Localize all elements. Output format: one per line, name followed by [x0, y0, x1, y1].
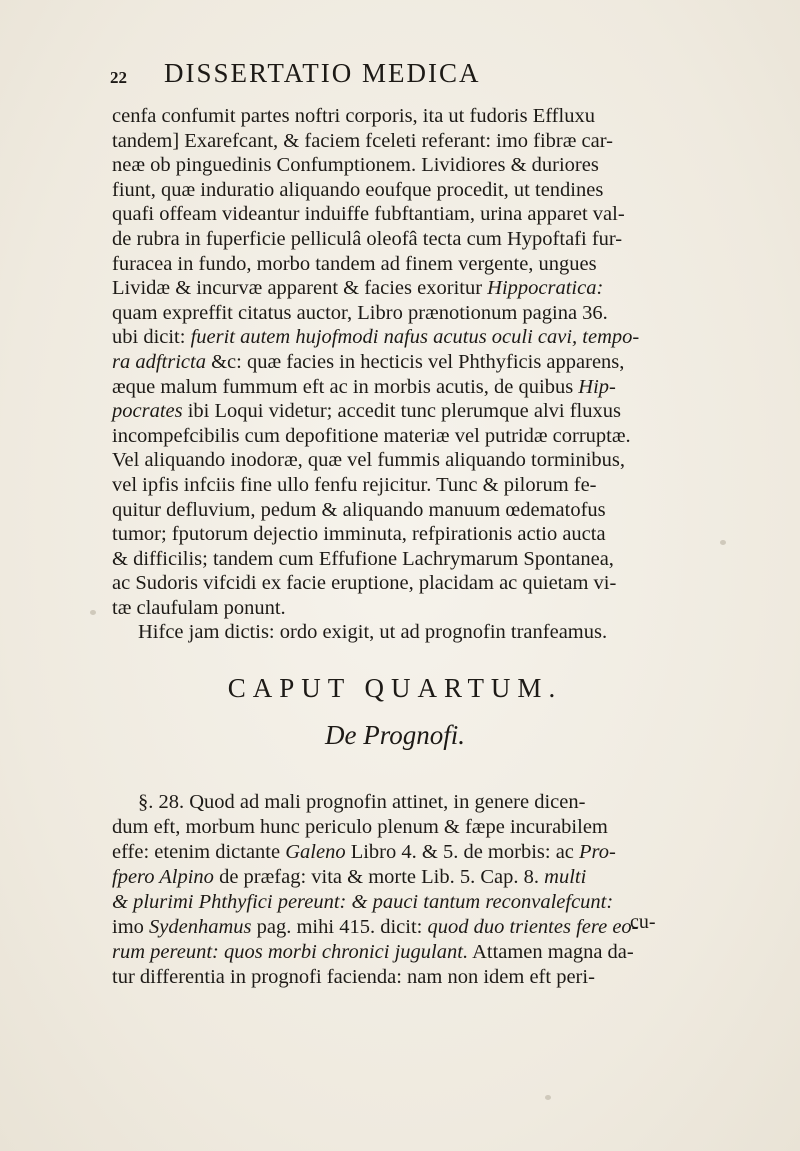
text-line: & plurimi Phthyfici pereunt: & pauci tantum reconvalefcunt:	[112, 891, 614, 913]
text-line: neæ ob pinguedinis Confumptionem. Lividiores & duriores	[112, 154, 599, 177]
italic-name: Galeno	[285, 841, 346, 863]
text-line	[112, 865, 678, 890]
text-line: vel ipfis infciis fine ullo fenfu rejicitur. Tunc & pilorum fe-	[112, 473, 597, 496]
text-segment: pag. mihi 415. dicit:	[251, 916, 428, 938]
italic-name-end: pocrates	[112, 400, 183, 423]
text-line: dum eft, morbum hunc periculo plenum & fæpe incurabilem	[112, 816, 608, 838]
text-line: quam expreffit citatus auctor, Libro prænotionum pagina 36.	[112, 301, 608, 324]
italic-name: Hip-	[578, 375, 616, 398]
text-segment: æque malum fummum eft ac in morbis acutis, de quibus	[112, 375, 579, 398]
text-segment: effe: etenim dictante	[112, 841, 286, 863]
catchword: cu-	[630, 911, 656, 933]
text-line	[112, 840, 678, 865]
italic-name: fpero Alpino	[112, 866, 214, 888]
text-line	[112, 399, 678, 424]
text-line: quafi offeam videantur induiffe fubftantiam, urina apparet val-	[112, 203, 625, 226]
paper-speck	[90, 610, 96, 615]
text-line	[112, 940, 678, 965]
italic-quotation: rum pereunt: quos morbi chronici jugulant.	[112, 941, 469, 963]
text-line: cenfa confumit partes noftri corporis, ita ut fudoris Effluxu	[112, 105, 595, 127]
text-segment: ubi dicit:	[112, 326, 191, 349]
paper-speck	[545, 1095, 551, 1100]
text-segment: Libro 4. & 5. de morbis: ac	[345, 841, 580, 863]
text-line: tur differentia in prognofi facienda: nam non idem eft peri-	[112, 966, 595, 988]
text-line	[112, 350, 678, 375]
text-line: quitur defluvium, pedum & aliquando manuum œdematofus	[112, 498, 606, 521]
text-line: tandem] Exarefcant, & faciem fceleti referant: imo fibræ car-	[112, 129, 613, 152]
text-line: Vel aliquando inodoræ, quæ vel fummis aliquando torminibus,	[112, 449, 626, 472]
text-segment: &c: quæ facies in hecticis vel Phthyficis apparens,	[205, 350, 625, 373]
italic-quotation-end: ra adftricta	[112, 350, 206, 373]
text-segment: Lividæ & incurvæ apparent & facies exoritur	[112, 277, 488, 300]
text-line: de rubra in fuperficie pelliculâ oleofâ tecta cum Hypoftafi fur-	[112, 227, 623, 250]
page-header	[110, 58, 710, 98]
text-line: §. 28. Quod ad mali prognofin attinet, in genere dicen-	[138, 791, 586, 813]
chapter-title: CAPUT QUARTUM.	[227, 673, 563, 703]
text-line	[112, 375, 678, 400]
text-line: incompefcibilis cum depofitione materiæ vel putridæ corruptæ.	[112, 424, 631, 447]
italic-quotation: quod duo trientes fere eo-	[427, 916, 639, 938]
italic-name: Pro-	[579, 841, 616, 863]
running-head: DISSERTATIO MEDICA	[164, 58, 481, 88]
text-line	[112, 915, 678, 940]
italic-name: Sydenhamus	[149, 916, 252, 938]
text-line	[112, 276, 678, 301]
closing-sentence: Hifce jam dictis: ordo exigit, ut ad prognofin tranfeamus.	[138, 621, 608, 644]
text-line	[112, 325, 678, 350]
text-segment: imo	[112, 916, 150, 938]
paper-speck	[720, 540, 726, 545]
page-number: 22	[110, 68, 127, 87]
text-line: tumor; fputorum dejectio imminuta, refpirationis actio aucta	[112, 523, 606, 546]
text-segment: Attamen magna da-	[468, 941, 634, 963]
text-line: tæ claufulam ponunt.	[112, 596, 286, 619]
italic-quotation: multi	[544, 866, 587, 888]
text-line: ac Sudoris vifcidi ex facie eruptione, placidam ac quietam vi-	[112, 572, 617, 595]
italic-quotation: fuerit autem hujofmodi nafus acutus oculi cavi, tempo-	[190, 326, 640, 349]
text-segment: de præfag: vita & morte Lib. 5. Cap. 8.	[213, 866, 545, 888]
text-segment: ibi Loqui videtur; accedit tunc plerumque alvi fluxus	[182, 400, 621, 423]
section-28-paragraph	[112, 790, 678, 990]
section-title: De Prognofi.	[325, 720, 465, 750]
text-line: fiunt, quæ induratio aliquando eoufque procedit, ut tendines	[112, 178, 604, 201]
text-line: furacea in fundo, morbo tandem ad finem vergente, ungues	[112, 252, 597, 275]
chapter-three-conclusion	[112, 104, 678, 645]
italic-term: Hippocratica:	[487, 277, 604, 300]
text-line: & difficilis; tandem cum Effufione Lachrymarum Spontanea,	[112, 547, 614, 570]
